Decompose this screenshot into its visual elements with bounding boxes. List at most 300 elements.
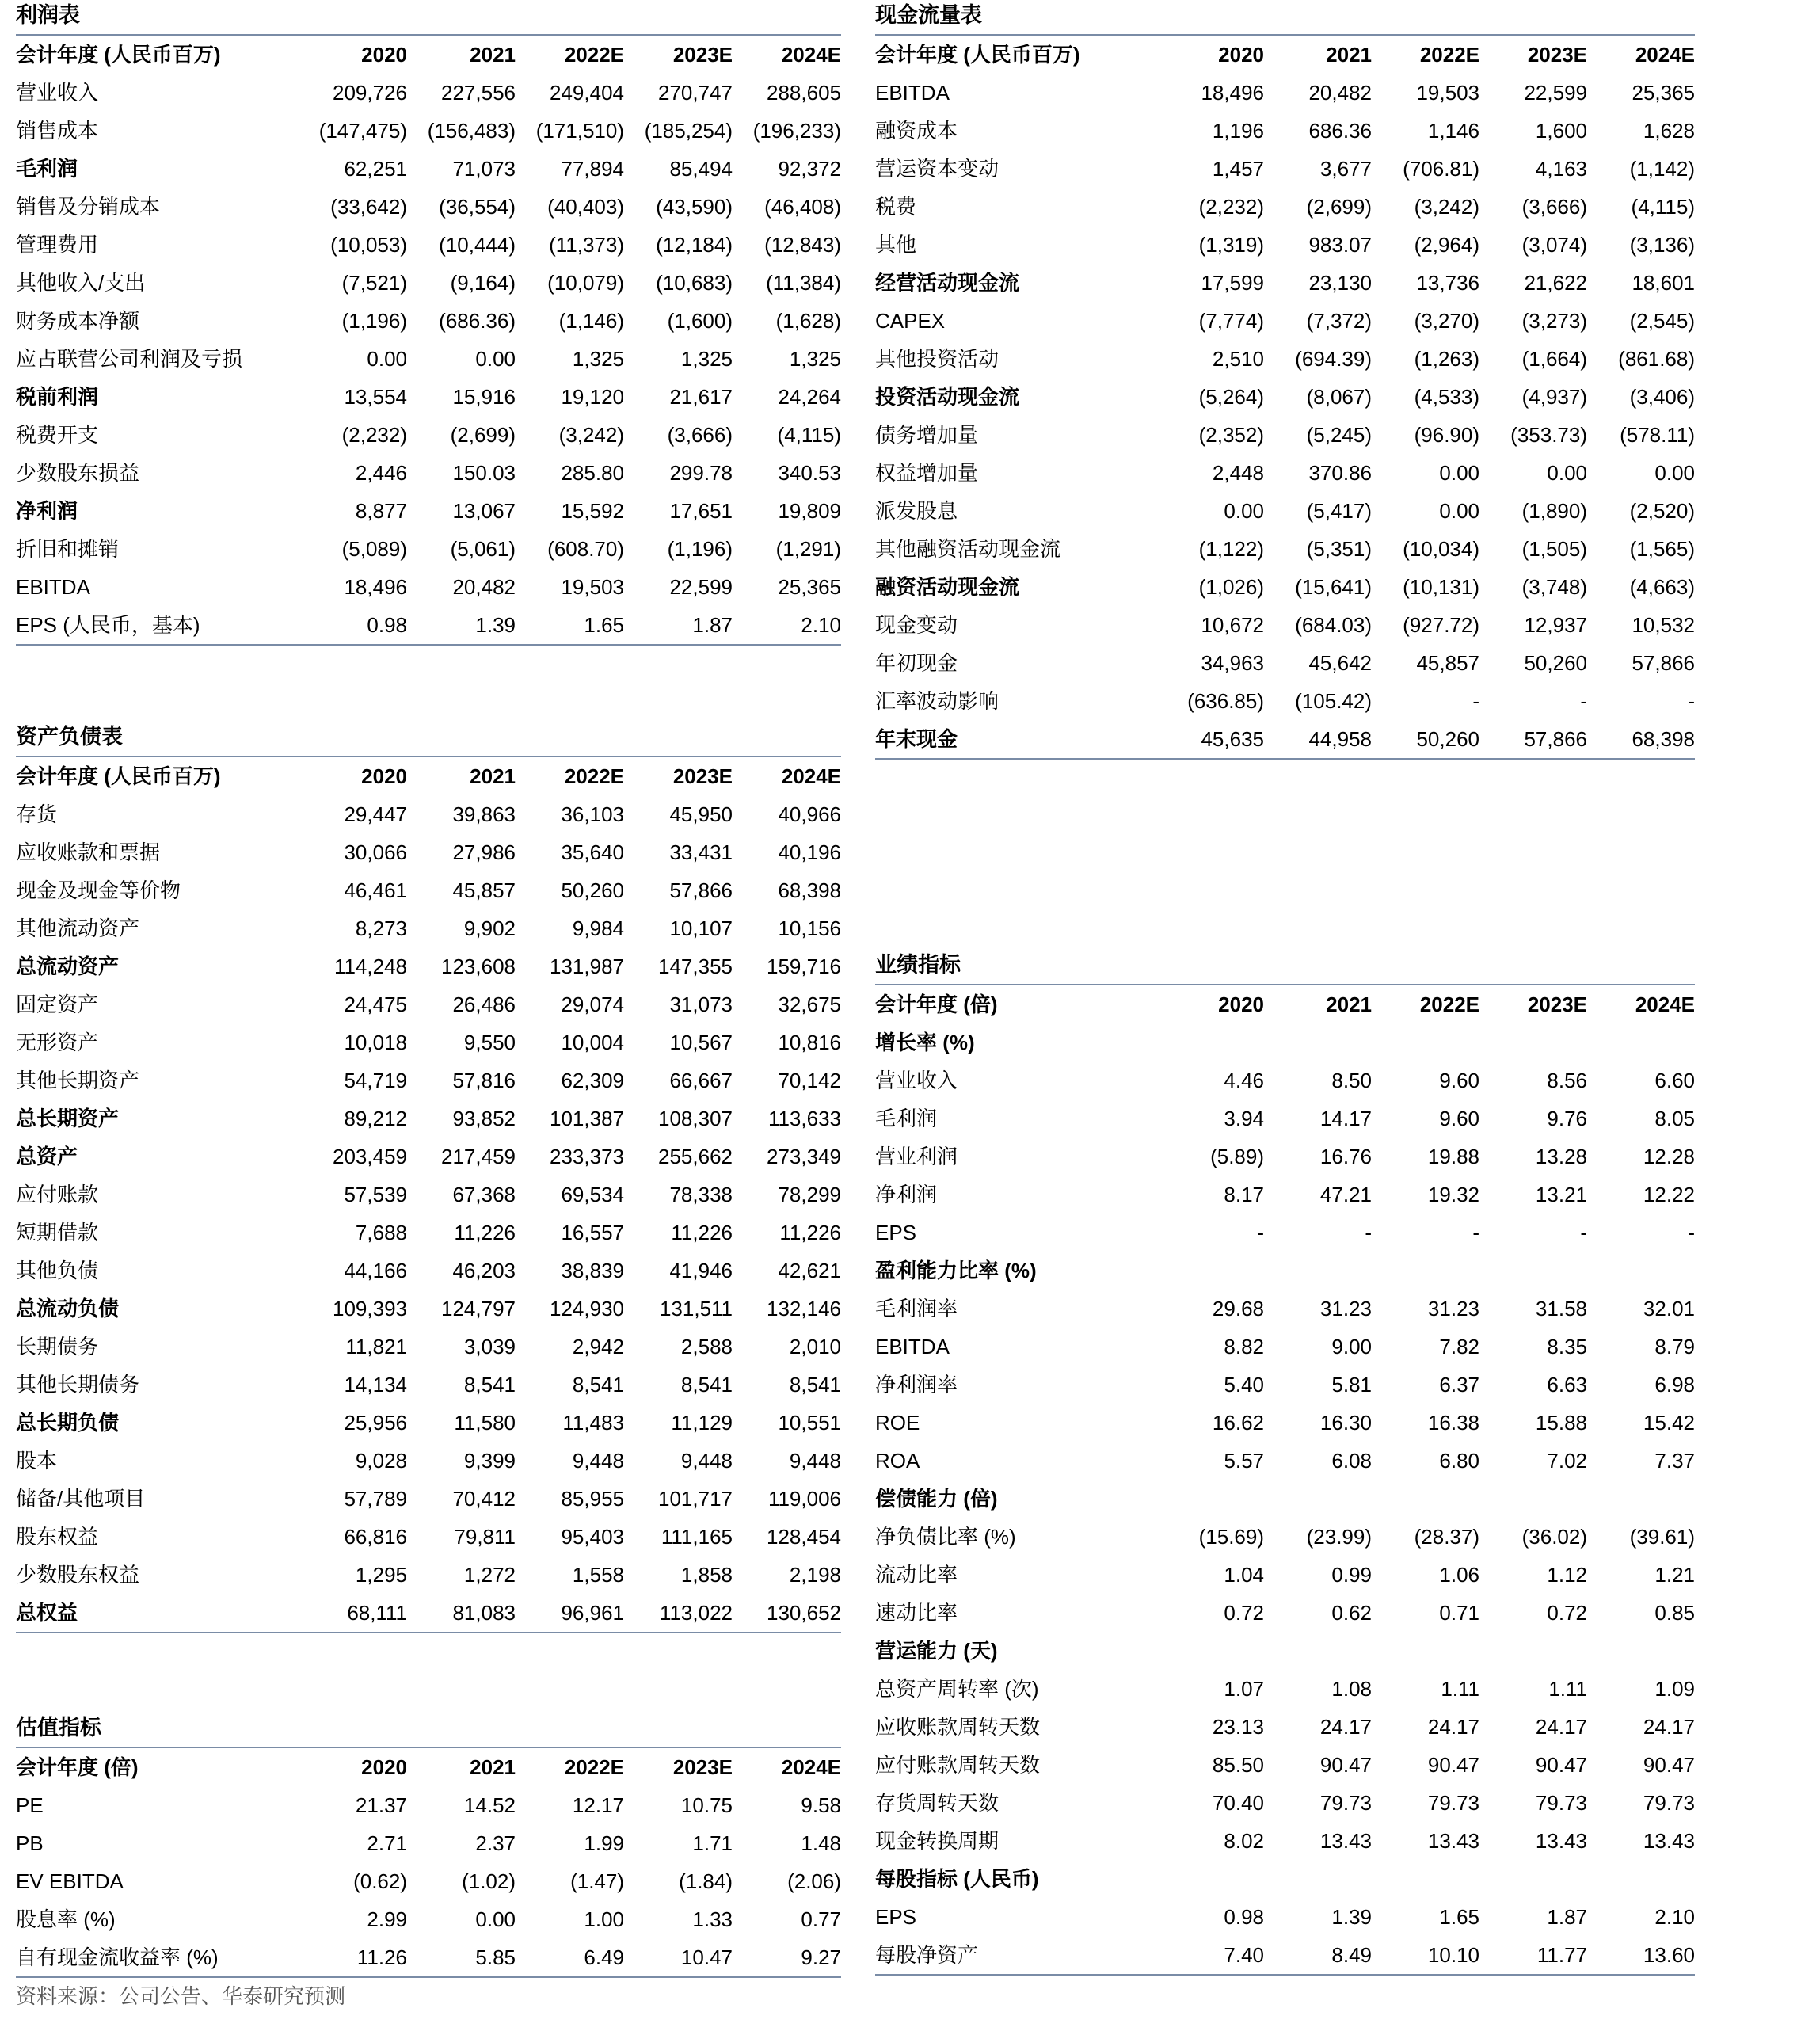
value-cell: (96.90) bbox=[1414, 423, 1479, 447]
value-cell: 131,511 bbox=[659, 1297, 733, 1320]
table-row bbox=[875, 720, 1695, 759]
table-header-row bbox=[16, 35, 841, 74]
row-label-cell: 其他流动资产 bbox=[16, 916, 140, 940]
value-cell: 68,111 bbox=[312, 1594, 407, 1633]
valuation-indicators-table bbox=[16, 1747, 841, 1978]
table-row bbox=[16, 150, 841, 188]
value-cell: 11,580 bbox=[454, 1411, 516, 1435]
balance-sheet-title: 资产负债表 bbox=[16, 725, 123, 749]
table-row bbox=[16, 606, 841, 645]
value-cell: 24.17 bbox=[1319, 1715, 1372, 1739]
value-cell: (10,053) bbox=[330, 233, 407, 257]
row-label-cell: 现金变动 bbox=[875, 613, 958, 637]
value-cell: 22,599 bbox=[669, 575, 733, 599]
value-cell: 2,588 bbox=[680, 1335, 733, 1358]
value-cell: 114,248 bbox=[333, 955, 407, 978]
value-cell: 79,811 bbox=[454, 1525, 516, 1549]
value-cell: 0.71 bbox=[1439, 1601, 1479, 1625]
table-row bbox=[16, 1404, 841, 1442]
table-row bbox=[875, 378, 1695, 416]
value-cell: 24,264 bbox=[778, 385, 841, 409]
value-cell: (686.36) bbox=[439, 309, 516, 333]
value-cell bbox=[1170, 1023, 1264, 1061]
table-row bbox=[16, 454, 841, 492]
value-cell: (156,483) bbox=[427, 119, 516, 143]
table-row bbox=[16, 1214, 841, 1252]
row-label-cell: CAPEX bbox=[875, 309, 946, 333]
value-cell: 7,688 bbox=[355, 1221, 407, 1244]
value-cell: 203,459 bbox=[333, 1145, 407, 1168]
value-cell: 2.71 bbox=[367, 1831, 407, 1855]
value-cell: 20,482 bbox=[1308, 81, 1372, 105]
value-cell: 3,677 bbox=[1319, 157, 1372, 181]
value-cell: 108,307 bbox=[658, 1107, 733, 1130]
value-cell: (105.42) bbox=[1295, 689, 1372, 713]
table-row bbox=[16, 1900, 841, 1938]
value-cell: 9,902 bbox=[463, 916, 516, 940]
value-cell: 18,496 bbox=[344, 575, 407, 599]
row-label-cell: 应收账款周转天数 bbox=[875, 1715, 1041, 1739]
value-cell: 0.62 bbox=[1331, 1601, 1372, 1625]
row-label-cell: 其他融资活动现金流 bbox=[875, 537, 1061, 561]
header-label-cell: 会计年度 (人民币百万) bbox=[875, 35, 1170, 74]
table-row bbox=[875, 644, 1695, 682]
table-row bbox=[16, 378, 841, 416]
value-cell: 29,074 bbox=[561, 993, 624, 1016]
value-cell: 16.62 bbox=[1212, 1411, 1264, 1435]
value-cell: (36.02) bbox=[1521, 1525, 1587, 1549]
header-year-cell: 2020 bbox=[1170, 35, 1264, 74]
value-cell: 2.37 bbox=[475, 1831, 516, 1855]
value-cell: 12.17 bbox=[572, 1793, 624, 1817]
table-row bbox=[16, 530, 841, 568]
value-cell: 8,273 bbox=[355, 916, 407, 940]
value-cell bbox=[1170, 1860, 1264, 1898]
value-cell: 24,475 bbox=[344, 993, 407, 1016]
table-row bbox=[875, 1023, 1695, 1061]
value-cell: 9,984 bbox=[572, 916, 624, 940]
value-cell: (684.03) bbox=[1295, 613, 1372, 637]
value-cell: 0.72 bbox=[1224, 1601, 1264, 1625]
table-header-row bbox=[875, 35, 1695, 74]
value-cell: 14,134 bbox=[344, 1373, 407, 1397]
value-cell: (1,505) bbox=[1521, 537, 1587, 561]
value-cell: 90.47 bbox=[1535, 1753, 1587, 1777]
value-cell bbox=[1479, 1860, 1587, 1898]
value-cell: 31,073 bbox=[669, 993, 733, 1016]
value-cell: 66,816 bbox=[344, 1525, 407, 1549]
table-row bbox=[875, 226, 1695, 264]
value-cell: 1.06 bbox=[1439, 1563, 1479, 1587]
value-cell: 9,399 bbox=[463, 1449, 516, 1473]
value-cell: - bbox=[1580, 1221, 1587, 1244]
header-year-cell: 2021 bbox=[407, 756, 516, 795]
value-cell: 111,165 bbox=[661, 1525, 733, 1549]
value-cell: 19,809 bbox=[778, 499, 841, 523]
value-cell: 62,251 bbox=[344, 157, 407, 181]
table-row bbox=[16, 1137, 841, 1176]
row-label-cell: 现金转换周期 bbox=[875, 1829, 999, 1853]
value-cell: 1,295 bbox=[355, 1563, 407, 1587]
value-cell: 0.77 bbox=[801, 1907, 841, 1931]
table-row bbox=[16, 795, 841, 833]
table-row bbox=[875, 1784, 1695, 1822]
row-label-cell: EBITDA bbox=[875, 81, 950, 105]
value-cell: 18,496 bbox=[1201, 81, 1264, 105]
value-cell: 123,608 bbox=[441, 955, 516, 978]
value-cell: 113,022 bbox=[624, 1594, 733, 1633]
value-cell: (5,245) bbox=[1306, 423, 1372, 447]
value-cell: 17,651 bbox=[669, 499, 733, 523]
table-row bbox=[16, 1023, 841, 1061]
value-cell: 8,541 bbox=[789, 1373, 841, 1397]
table-row bbox=[16, 1366, 841, 1404]
value-cell: 95,403 bbox=[561, 1525, 624, 1549]
value-cell: 3,039 bbox=[463, 1335, 516, 1358]
value-cell: (11,373) bbox=[549, 233, 624, 257]
header-year-cell: 2023E bbox=[624, 35, 733, 74]
value-cell: 217,459 bbox=[441, 1145, 516, 1168]
value-cell: 31.23 bbox=[1319, 1297, 1372, 1320]
row-label-cell: 汇率波动影响 bbox=[875, 689, 999, 713]
value-cell: - bbox=[1472, 689, 1479, 713]
value-cell: 13,554 bbox=[344, 385, 407, 409]
value-cell: (2,699) bbox=[1306, 195, 1372, 219]
value-cell: 0.00 bbox=[1224, 499, 1264, 523]
row-label-cell: 其他投资活动 bbox=[875, 347, 999, 371]
table-row bbox=[16, 1252, 841, 1290]
value-cell: 101,717 bbox=[658, 1487, 733, 1511]
row-label-cell: 流动比率 bbox=[875, 1563, 958, 1587]
table-row bbox=[16, 1862, 841, 1900]
value-cell: 0.00 bbox=[1439, 499, 1479, 523]
value-cell: 68,398 bbox=[778, 878, 841, 902]
value-cell: 288,605 bbox=[767, 81, 841, 105]
value-cell: 2,010 bbox=[789, 1335, 841, 1358]
value-cell: 10,018 bbox=[344, 1031, 407, 1054]
value-cell: (1,196) bbox=[667, 537, 733, 561]
table-row bbox=[16, 909, 841, 947]
table-row bbox=[16, 1099, 841, 1137]
value-cell bbox=[1587, 1023, 1695, 1061]
value-cell: (1,628) bbox=[775, 309, 841, 333]
value-cell: 81,083 bbox=[407, 1594, 516, 1633]
table-row bbox=[16, 416, 841, 454]
value-cell: (5,351) bbox=[1306, 537, 1372, 561]
value-cell: (2,964) bbox=[1414, 233, 1479, 257]
header-label-cell: 会计年度 (倍) bbox=[16, 1747, 312, 1786]
value-cell: 93,852 bbox=[452, 1107, 516, 1130]
row-label-cell: 股东权益 bbox=[16, 1525, 99, 1549]
row-label-cell: 营业收入 bbox=[875, 1069, 958, 1092]
value-cell: 109,393 bbox=[333, 1297, 407, 1320]
value-cell: (10,444) bbox=[439, 233, 516, 257]
header-year-cell: 2024E bbox=[733, 756, 841, 795]
value-cell: (7,372) bbox=[1306, 309, 1372, 333]
value-cell: 14.17 bbox=[1319, 1107, 1372, 1130]
value-cell: 101,387 bbox=[550, 1107, 624, 1130]
value-cell: (171,510) bbox=[535, 119, 624, 143]
table-row bbox=[16, 1061, 841, 1099]
value-cell: (3,666) bbox=[667, 423, 733, 447]
value-cell: 227,556 bbox=[441, 81, 516, 105]
value-cell bbox=[1170, 1480, 1264, 1518]
value-cell: 9.27 bbox=[733, 1938, 841, 1977]
value-cell: 33,431 bbox=[669, 840, 733, 864]
row-label-cell: 融资成本 bbox=[875, 119, 958, 143]
value-cell: 90.47 bbox=[1319, 1753, 1372, 1777]
value-cell: (8,067) bbox=[1306, 385, 1372, 409]
value-cell: (15.69) bbox=[1198, 1525, 1264, 1549]
value-cell: 11,129 bbox=[671, 1411, 733, 1435]
row-label-cell: 毛利润率 bbox=[875, 1297, 958, 1320]
value-cell bbox=[1479, 1480, 1587, 1518]
value-cell: (1,142) bbox=[1629, 157, 1695, 181]
value-cell: 9.58 bbox=[801, 1793, 841, 1817]
cashflow-statement-title: 现金流量表 bbox=[875, 3, 982, 27]
value-cell: (706.81) bbox=[1403, 157, 1479, 181]
table-row bbox=[16, 1328, 841, 1366]
value-cell bbox=[1372, 1860, 1479, 1898]
value-cell: 62,309 bbox=[561, 1069, 624, 1092]
table-row bbox=[875, 1518, 1695, 1556]
value-cell: (1,319) bbox=[1198, 233, 1264, 257]
value-cell: 8,541 bbox=[572, 1373, 624, 1397]
value-cell: 2,510 bbox=[1212, 347, 1264, 371]
header-year-cell: 2022E bbox=[1372, 985, 1479, 1023]
value-cell: 13.43 bbox=[1319, 1829, 1372, 1853]
table-row bbox=[875, 568, 1695, 606]
row-label-cell: 净利润 bbox=[875, 1183, 938, 1206]
value-cell: 10,532 bbox=[1632, 613, 1695, 637]
value-cell: 10.10 bbox=[1372, 1936, 1479, 1975]
value-cell: (927.72) bbox=[1403, 613, 1479, 637]
row-label-cell: 总资产 bbox=[16, 1145, 78, 1168]
table-row bbox=[875, 1099, 1695, 1137]
value-cell: (1,146) bbox=[558, 309, 624, 333]
value-cell bbox=[1479, 1252, 1587, 1290]
value-cell: 9,550 bbox=[463, 1031, 516, 1054]
value-cell: (0.62) bbox=[353, 1869, 407, 1893]
row-label-cell: 税前利润 bbox=[16, 385, 99, 409]
value-cell: 0.99 bbox=[1331, 1563, 1372, 1587]
value-cell bbox=[1372, 1252, 1479, 1290]
value-cell: 1.65 bbox=[516, 606, 624, 645]
value-cell: 10,567 bbox=[669, 1031, 733, 1054]
value-cell: 36,103 bbox=[561, 802, 624, 826]
value-cell: 1,858 bbox=[680, 1563, 733, 1587]
value-cell: 90.47 bbox=[1643, 1753, 1695, 1777]
value-cell: 1.71 bbox=[692, 1831, 733, 1855]
value-cell: 983.07 bbox=[1308, 233, 1372, 257]
value-cell: (23.99) bbox=[1306, 1525, 1372, 1549]
value-cell: 18,601 bbox=[1632, 271, 1695, 295]
value-cell: 1,558 bbox=[572, 1563, 624, 1587]
value-cell: 13,067 bbox=[452, 499, 516, 523]
header-year-cell: 2024E bbox=[1587, 985, 1695, 1023]
value-cell: 22,599 bbox=[1524, 81, 1587, 105]
value-cell: (9,164) bbox=[450, 271, 516, 295]
table-row bbox=[875, 1936, 1695, 1975]
value-cell: 5.85 bbox=[407, 1938, 516, 1977]
value-cell: 40,196 bbox=[778, 840, 841, 864]
value-cell: - bbox=[1257, 1221, 1264, 1244]
value-cell: (40,403) bbox=[547, 195, 624, 219]
value-cell: 7.40 bbox=[1170, 1936, 1264, 1975]
value-cell: (5,417) bbox=[1306, 499, 1372, 523]
value-cell: 1.33 bbox=[692, 1907, 733, 1931]
row-label-cell: 股本 bbox=[16, 1449, 58, 1473]
value-cell: 85,494 bbox=[669, 157, 733, 181]
value-cell: 13.43 bbox=[1643, 1829, 1695, 1853]
table-row bbox=[875, 1214, 1695, 1252]
value-cell: 16.38 bbox=[1427, 1411, 1479, 1435]
value-cell: 23,130 bbox=[1308, 271, 1372, 295]
table-row bbox=[875, 492, 1695, 530]
table-row bbox=[16, 264, 841, 302]
value-cell: 34,963 bbox=[1201, 651, 1264, 675]
value-cell: 78,299 bbox=[778, 1183, 841, 1206]
value-cell: 5.57 bbox=[1224, 1449, 1264, 1473]
table-row bbox=[16, 340, 841, 378]
header-year-cell: 2024E bbox=[733, 1747, 841, 1786]
table-header-row bbox=[16, 1747, 841, 1786]
value-cell: (1,196) bbox=[341, 309, 407, 333]
header-label-cell: 会计年度 (倍) bbox=[875, 985, 1170, 1023]
value-cell: 14.52 bbox=[463, 1793, 516, 1817]
value-cell: 50,260 bbox=[561, 878, 624, 902]
value-cell: 9,028 bbox=[355, 1449, 407, 1473]
table-row bbox=[16, 226, 841, 264]
value-cell: 1,325 bbox=[680, 347, 733, 371]
table-row bbox=[875, 74, 1695, 112]
value-cell: (12,184) bbox=[656, 233, 733, 257]
value-cell bbox=[1264, 1023, 1372, 1061]
value-cell: 9.76 bbox=[1547, 1107, 1587, 1130]
table-row bbox=[875, 1061, 1695, 1099]
value-cell: (861.68) bbox=[1618, 347, 1695, 371]
table-row bbox=[16, 947, 841, 985]
row-label-cell: 债务增加量 bbox=[875, 423, 979, 447]
header-year-cell: 2023E bbox=[624, 756, 733, 795]
row-label-cell: 权益增加量 bbox=[875, 461, 979, 485]
row-label-cell: 无形资产 bbox=[16, 1031, 99, 1054]
table-row bbox=[875, 1670, 1695, 1708]
value-cell: 6.08 bbox=[1331, 1449, 1372, 1473]
row-label-cell: PB bbox=[16, 1831, 44, 1855]
value-cell: 68,398 bbox=[1587, 720, 1695, 759]
row-label-cell: 总权益 bbox=[16, 1594, 312, 1633]
value-cell: 40,966 bbox=[778, 802, 841, 826]
value-cell: (353.73) bbox=[1510, 423, 1587, 447]
value-cell: 13.60 bbox=[1587, 1936, 1695, 1975]
value-cell: 66,667 bbox=[669, 1069, 733, 1092]
table-row bbox=[875, 1632, 1695, 1670]
table-row bbox=[16, 1442, 841, 1480]
value-cell: (1,122) bbox=[1198, 537, 1264, 561]
value-cell bbox=[1264, 1860, 1372, 1898]
table-row bbox=[16, 1176, 841, 1214]
value-cell: 46,203 bbox=[452, 1259, 516, 1282]
value-cell: 2.10 bbox=[1654, 1905, 1695, 1929]
value-cell: 9,448 bbox=[572, 1449, 624, 1473]
table-row bbox=[875, 112, 1695, 150]
value-cell: (1,890) bbox=[1521, 499, 1587, 523]
row-label-cell: 净利润 bbox=[16, 499, 78, 523]
value-cell: 124,930 bbox=[550, 1297, 624, 1320]
value-cell: 70,412 bbox=[452, 1487, 516, 1511]
row-label-cell: 短期借款 bbox=[16, 1221, 99, 1244]
value-cell: (5,264) bbox=[1198, 385, 1264, 409]
value-cell: 30,066 bbox=[344, 840, 407, 864]
table-header-row bbox=[875, 985, 1695, 1023]
valuation-indicators-title: 估值指标 bbox=[16, 1716, 101, 1739]
value-cell: 8.05 bbox=[1654, 1107, 1695, 1130]
row-label-cell: 年初现金 bbox=[875, 651, 958, 675]
value-cell: 6.98 bbox=[1654, 1373, 1695, 1397]
value-cell: 19,120 bbox=[561, 385, 624, 409]
value-cell: - bbox=[1472, 1221, 1479, 1244]
value-cell: 159,716 bbox=[767, 955, 841, 978]
value-cell: 6.80 bbox=[1439, 1449, 1479, 1473]
value-cell: 8,541 bbox=[680, 1373, 733, 1397]
table-row bbox=[875, 454, 1695, 492]
table-row bbox=[16, 302, 841, 340]
value-cell: 19,503 bbox=[561, 575, 624, 599]
table-row bbox=[875, 606, 1695, 644]
value-cell: (3,136) bbox=[1629, 233, 1695, 257]
value-cell: (1.84) bbox=[679, 1869, 733, 1893]
header-label-cell: 会计年度 (人民币百万) bbox=[16, 756, 312, 795]
value-cell bbox=[1587, 1632, 1695, 1670]
value-cell: 270,747 bbox=[658, 81, 733, 105]
value-cell: 85,955 bbox=[561, 1487, 624, 1511]
value-cell: (694.39) bbox=[1295, 347, 1372, 371]
row-label-cell: PE bbox=[16, 1793, 44, 1817]
row-label-cell: 其他收入/支出 bbox=[16, 271, 146, 295]
value-cell bbox=[1372, 1632, 1479, 1670]
value-cell: (3,242) bbox=[1414, 195, 1479, 219]
value-cell: 24.17 bbox=[1535, 1715, 1587, 1739]
value-cell: 8.35 bbox=[1547, 1335, 1587, 1358]
value-cell: 25,365 bbox=[1632, 81, 1695, 105]
value-cell: 10,816 bbox=[778, 1031, 841, 1054]
value-cell: 20,482 bbox=[452, 575, 516, 599]
table-row bbox=[875, 1442, 1695, 1480]
row-label-cell: 毛利润 bbox=[875, 1107, 938, 1130]
value-cell: 10,672 bbox=[1201, 613, 1264, 637]
value-cell: 10,107 bbox=[669, 916, 733, 940]
row-label-cell: 总资产周转率 (次) bbox=[875, 1677, 1039, 1701]
value-cell: 0.00 bbox=[1439, 461, 1479, 485]
row-label-cell: 营业利润 bbox=[875, 1145, 958, 1168]
value-cell: 15,592 bbox=[561, 499, 624, 523]
row-label-cell: 少数股东损益 bbox=[16, 461, 140, 485]
value-cell: 10.47 bbox=[624, 1938, 733, 1977]
table-row bbox=[875, 188, 1695, 226]
value-cell: 45,857 bbox=[1416, 651, 1479, 675]
value-cell: (578.11) bbox=[1620, 423, 1695, 447]
table-row bbox=[875, 1822, 1695, 1860]
row-label-cell: 总流动负债 bbox=[16, 1297, 120, 1320]
value-cell: 0.00 bbox=[1654, 461, 1695, 485]
value-cell: 2.99 bbox=[367, 1907, 407, 1931]
table-row bbox=[16, 112, 841, 150]
value-cell: - bbox=[1688, 689, 1695, 713]
value-cell: 17,599 bbox=[1201, 271, 1264, 295]
value-cell: 9.60 bbox=[1439, 1107, 1479, 1130]
value-cell: (1.47) bbox=[570, 1869, 624, 1893]
